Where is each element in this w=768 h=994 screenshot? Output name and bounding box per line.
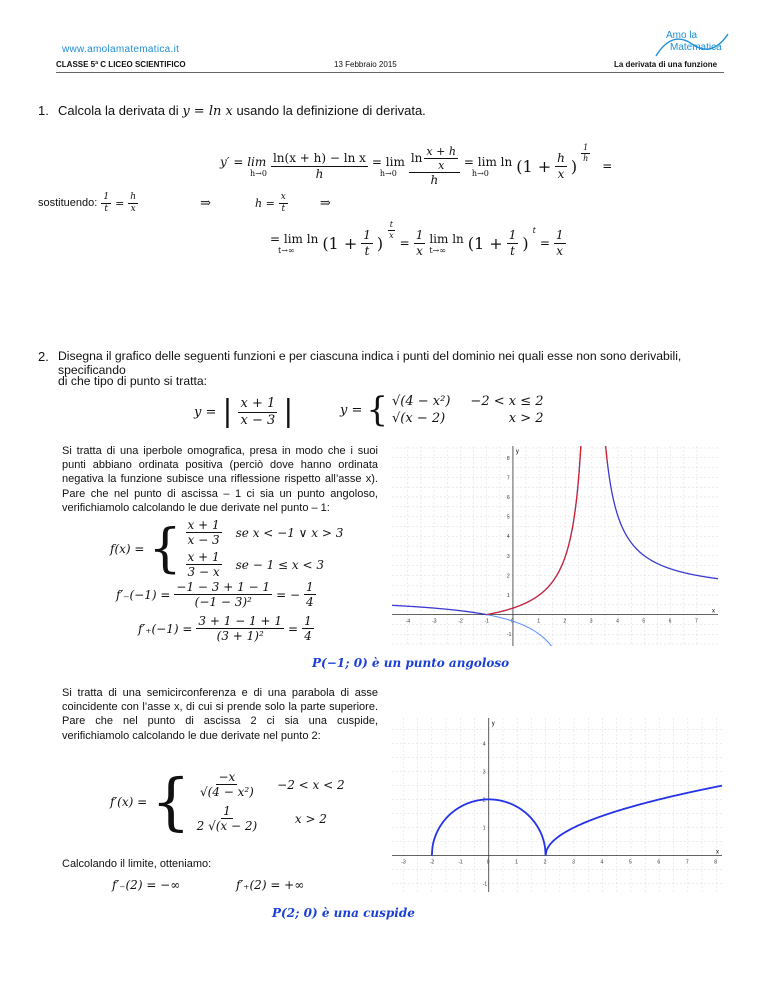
graph2-x-axis-label: x bbox=[716, 849, 719, 856]
graph1-y-tick: 8 bbox=[506, 455, 510, 462]
q1-l1-f2-inum: x + h bbox=[426, 144, 456, 158]
graph2-y-tick: 2 bbox=[482, 797, 486, 804]
graph1 bbox=[392, 446, 718, 646]
q1-l3-limsub: t→∞ bbox=[278, 245, 295, 255]
q1-l1-exp-num: 1 bbox=[583, 142, 589, 152]
q1-l1-paren-open: (1 + bbox=[516, 156, 552, 176]
q1-l1-f3-den: x bbox=[557, 166, 565, 181]
q2-p2-c1-den: √(4 − x²) bbox=[199, 785, 254, 800]
q1-line1 bbox=[220, 140, 612, 192]
q1-l3-c-num: 1 bbox=[508, 228, 517, 243]
q1-l3-b-num: 1 bbox=[415, 228, 424, 243]
q2-part2-paragraph: Si tratta di una semicirconferenza e di una parabola di asse coincidente con l’asse x, di cui si prende solo la parte superiore. Pare che nel punto di ascissa 2 ci sia una cuspide, verifichiamolo calcolando le due derivate nel punto 2: bbox=[62, 687, 378, 742]
q2-part2-limit-text: Calcolando il limite, otteniamo: bbox=[62, 858, 212, 870]
graph2-grid bbox=[392, 718, 722, 892]
graph1-x-tick: 6 bbox=[668, 618, 672, 625]
q2-func2-lhs: y = bbox=[340, 402, 363, 418]
q2-part1-paragraph: Si tratta di una iperbole omografica, presa in modo che i suoi punti abbiano ordinata positiva (perciò dove hanno ordinata negativa la funzione subisce una riflessione rispetto all’asse x). Pare che nel punto di ascissa – 1 ci sia un punto angoloso, verifichiamolo calcolando le due derivate nel punto – 1: bbox=[62, 445, 378, 514]
graph1-x-ticks bbox=[406, 619, 698, 625]
q2-func1-den: x − 3 bbox=[240, 412, 276, 428]
graph1-y-axis-label: y bbox=[515, 449, 519, 455]
header-class: CLASSE 5ª C LICEO SCIENTIFICO bbox=[56, 60, 186, 69]
q1-l3-paren-open: (1 + bbox=[322, 233, 358, 253]
q2-func2: y = { √(4 − x²) −2 < x ≤ 2 √(x − 2) x > 2 bbox=[340, 390, 544, 430]
graph1-y-tick: -1 bbox=[506, 632, 512, 639]
graph1-x-tick: 5 bbox=[642, 618, 646, 625]
q2-p1-dplus-eq: = bbox=[288, 621, 299, 636]
q1-prompt bbox=[58, 103, 426, 119]
logo-line2: Matematica bbox=[670, 42, 722, 53]
header-topic: La derivata di una funzione bbox=[614, 60, 718, 69]
q1-l1-eq2: = lim bbox=[371, 154, 405, 169]
graph2-y-ticks bbox=[483, 741, 488, 887]
q1-s-implies1: ⇒ bbox=[200, 195, 211, 211]
graph1-x-tick: -4 bbox=[405, 618, 411, 625]
graph2-y-tick: -1 bbox=[482, 881, 488, 888]
q1-l3-exp2: t bbox=[532, 225, 536, 235]
q1-l3-b-den: x bbox=[416, 243, 423, 258]
q2-func1-lhs: y = bbox=[194, 404, 217, 420]
q2-p1-c1-num: x + 1 bbox=[187, 518, 220, 532]
q1-number: 1. bbox=[38, 103, 49, 118]
q1-s-eq: = bbox=[115, 196, 125, 210]
graph2-x-tick: 2 bbox=[543, 859, 547, 866]
graph2-x-tick: -2 bbox=[429, 859, 435, 866]
q1-l1-exp-den: h bbox=[583, 153, 589, 163]
q1-s-fden: t bbox=[104, 203, 108, 214]
graph2-x-tick: -1 bbox=[458, 859, 463, 866]
q2-p1-dminus-lhs: f′₋(−1) = bbox=[116, 587, 171, 602]
q1-l1-f1-den: h bbox=[315, 166, 324, 181]
q1-l1-f1-num: ln(x + h) − ln x bbox=[272, 151, 366, 166]
q2-number: 2. bbox=[38, 349, 49, 364]
graph1-x-tick: 0 bbox=[510, 618, 514, 625]
graph2-axes bbox=[392, 718, 722, 892]
logo-line1: Amo la bbox=[666, 30, 698, 41]
graph2-x-tick: -3 bbox=[401, 859, 406, 866]
graph2-x-tick: 1 bbox=[515, 859, 518, 866]
q1-l3-paren-close2: ) bbox=[522, 233, 529, 253]
graph2-x-tick: 6 bbox=[657, 859, 661, 866]
header-date: 13 Febbraio 2015 bbox=[334, 60, 397, 69]
q2-p1-c2-num: x + 1 bbox=[187, 549, 220, 564]
q1-l1-limsub: h→0 bbox=[250, 168, 267, 178]
q2-p1-dminus-den: (−1 − 3)² bbox=[194, 595, 252, 610]
graph2-y-tick: 3 bbox=[482, 769, 486, 776]
q2-part2-lim-minus: f′₋(2) = −∞ bbox=[112, 878, 181, 892]
q1-l3-paren-open2: (1 + bbox=[467, 233, 503, 253]
q1-l3-r-den: x bbox=[556, 243, 564, 258]
graph1-y-tick: 7 bbox=[506, 475, 510, 482]
q2-p2-flhs: f′(x) = bbox=[110, 794, 148, 809]
q1-l1-paren-close: ) bbox=[570, 156, 578, 176]
q2-part1-fx: f(x) = { $\frac{x + 1}{x - 3}$ se x < −1 ∨ x > 3 $\frac{x + 1}{3 - x}$ se − 1 ≤ x < 3 bbox=[110, 518, 344, 580]
q1-s-heq: h = bbox=[254, 196, 275, 210]
graph1-y-tick: 1 bbox=[506, 593, 510, 600]
graph1-x-tick: 4 bbox=[616, 618, 619, 625]
q2-p1-dminus-num: −1 − 3 + 1 − 1 bbox=[176, 580, 271, 594]
q2-part2-fpx: f′(x) = { $\frac{-x}{\text{√(4 − x²)}}$ −2 < x < 2 $\frac{1}{2 √(x - 2)}$ x > 2 bbox=[110, 764, 345, 838]
graph1-curve-negative bbox=[484, 615, 553, 646]
graph1-y-tick: 3 bbox=[506, 553, 510, 560]
q1-l1-f2-den: h bbox=[430, 172, 439, 187]
graph2-sqrt-curve bbox=[546, 786, 722, 856]
q1-subst-label: sostituendo: bbox=[38, 197, 98, 210]
q1-subst bbox=[38, 192, 331, 215]
q2-p2-c1-num: −x bbox=[218, 770, 236, 784]
q1-text-b: usando la definizione di derivata. bbox=[236, 103, 426, 118]
q2-p2-c2-den: 2 √(x − 2) bbox=[196, 819, 258, 834]
q1-text-a: Calcola la derivata di bbox=[58, 103, 179, 118]
q2-part1-conclusion: P(−1; 0) è un punto angoloso bbox=[312, 656, 510, 670]
q1-s-hden: t bbox=[281, 203, 286, 214]
graph1-curve-reflected bbox=[392, 446, 718, 615]
q2-part1-dminus bbox=[116, 580, 316, 610]
q2-p1-c1-den: x − 3 bbox=[187, 533, 220, 548]
q1-l3-a-num: 1 bbox=[363, 228, 371, 243]
graph1-grid bbox=[392, 446, 718, 646]
q1-l3-paren-close: ) bbox=[376, 233, 384, 253]
q2-func1-num: x + 1 bbox=[240, 396, 276, 411]
q2-p1-dminus-rnum: 1 bbox=[306, 580, 314, 594]
q1-s-gden: x bbox=[130, 203, 136, 214]
q1-l3-c-den: t bbox=[510, 243, 515, 258]
graph1-x-tick: -1 bbox=[484, 618, 490, 625]
q2-p2-c2-cond: x > 2 bbox=[294, 811, 327, 826]
graph2-x-ticks bbox=[401, 860, 717, 866]
graph2-x-tick: 3 bbox=[572, 859, 575, 866]
q1-s-implies2: ⇒ bbox=[319, 195, 331, 211]
q1-l3-lim2: lim ln bbox=[429, 231, 464, 246]
graph2 bbox=[392, 718, 722, 892]
graph2-x-tick: 7 bbox=[685, 859, 689, 866]
q1-s-hnum: x bbox=[280, 192, 286, 202]
graph2-x-tick: 0 bbox=[486, 859, 490, 866]
q1-l3-exp1-num: t bbox=[389, 219, 393, 229]
graph1-x-tick: -3 bbox=[432, 618, 437, 625]
graph1-y-ticks bbox=[507, 456, 512, 638]
q1-s-gnum: h bbox=[130, 192, 137, 202]
q2-part1-dplus bbox=[138, 614, 314, 644]
graph2-y-tick: 4 bbox=[482, 741, 486, 748]
graph1-x-tick: 3 bbox=[589, 618, 593, 625]
q1-l1-limsub2: h→0 bbox=[379, 168, 397, 178]
q2-text-line2: di che tipo di punto si tratta: bbox=[58, 374, 208, 388]
q2-func2-c2-expr: √(x − 2) bbox=[392, 411, 446, 426]
q1-l3-eq2: = bbox=[399, 236, 410, 250]
graph1-y-tick: 5 bbox=[506, 514, 510, 521]
q2-text-line1: Disegna il grafico delle seguenti funzioni e per ciascuna indica i punti del dominio nei quali esse non sono derivabili, specificando bbox=[58, 349, 682, 377]
q2-p1-c1-cond: se x < −1 ∨ x > 3 bbox=[235, 525, 344, 540]
q1-line3 bbox=[270, 218, 566, 268]
graph1-x-tick: 2 bbox=[563, 618, 567, 625]
q1-l3-a-den: t bbox=[364, 243, 370, 258]
q2-p1-flhs: f(x) = bbox=[110, 541, 145, 556]
q2-p2-c2-num: 1 bbox=[223, 803, 231, 818]
q1-l1-f3-num: h bbox=[557, 151, 565, 166]
graph1-y-tick: 4 bbox=[506, 534, 510, 541]
q2-func2-c1-cond: −2 < x ≤ 2 bbox=[470, 394, 544, 409]
q1-l1-limsub3: h→0 bbox=[471, 168, 489, 178]
site-url: www.amolamatematica.it bbox=[62, 44, 180, 55]
q1-formula: y = ln x bbox=[182, 104, 233, 119]
q2-part2-lim-plus: f′₊(2) = +∞ bbox=[236, 878, 305, 892]
q1-l1-lhs: y′ = lim bbox=[220, 154, 267, 169]
q2-p1-c2-den: 3 − x bbox=[187, 565, 220, 580]
graph1-y-tick: 6 bbox=[506, 494, 510, 501]
q2-p1-dplus-rnum: 1 bbox=[304, 614, 312, 628]
q2-p1-dminus-eq: = − bbox=[276, 587, 301, 602]
graph2-x-tick: 5 bbox=[628, 859, 632, 866]
graph2-x-tick: 4 bbox=[600, 859, 604, 866]
q1-l1-eq3: = lim ln bbox=[463, 154, 513, 169]
q2-p1-dplus-num: 3 + 1 − 1 + 1 bbox=[198, 614, 283, 628]
q1-l3-limsub2: t→∞ bbox=[429, 245, 446, 255]
q1-l1-f2-ln: ln bbox=[410, 151, 423, 166]
graph1-x-tick: -2 bbox=[458, 618, 463, 625]
q2-func1: y = | $\frac{x + 1}{x - 3}$ | bbox=[194, 394, 294, 430]
q2-part2-conclusion: P(2; 0) è una cuspide bbox=[272, 906, 415, 920]
q1-l3-r-num: 1 bbox=[555, 228, 564, 243]
graph1-x-axis-label: x bbox=[712, 608, 715, 615]
q2-func2-c1-expr: √(4 − x²) bbox=[392, 394, 451, 409]
q2-p2-c1-cond: −2 < x < 2 bbox=[277, 777, 345, 792]
q2-p1-dplus-rden: 4 bbox=[304, 629, 312, 644]
header-rule bbox=[56, 72, 724, 73]
q1-l3-exp1-den: x bbox=[389, 230, 394, 240]
graph1-x-tick: 1 bbox=[537, 618, 541, 625]
graph2-x-tick: 8 bbox=[714, 859, 718, 866]
q1-l3-eq3: = bbox=[539, 236, 550, 250]
q1-l3-eq1: = lim ln bbox=[270, 231, 319, 246]
q1-l1-f2-iden: x bbox=[438, 158, 445, 172]
q2-p1-dminus-rden: 4 bbox=[306, 595, 314, 610]
graph1-x-tick: 7 bbox=[694, 618, 698, 625]
graph1-curve-original bbox=[487, 446, 589, 615]
q1-s-fnum: 1 bbox=[103, 192, 110, 202]
q1-l1-tail: = bbox=[602, 159, 613, 173]
q2-p1-dplus-den: (3 + 1)² bbox=[216, 629, 264, 644]
q2-p1-c2-cond: se − 1 ≤ x < 3 bbox=[235, 557, 324, 572]
graph1-curve-original-right bbox=[595, 446, 607, 464]
graph1-y-tick: 2 bbox=[506, 573, 510, 580]
q2-func2-c2-cond: x > 2 bbox=[508, 411, 544, 426]
graph2-y-axis-label: y bbox=[491, 721, 495, 727]
q2-p1-dplus-lhs: f′₊(−1) = bbox=[138, 621, 193, 636]
graph2-y-tick: 1 bbox=[482, 825, 486, 832]
